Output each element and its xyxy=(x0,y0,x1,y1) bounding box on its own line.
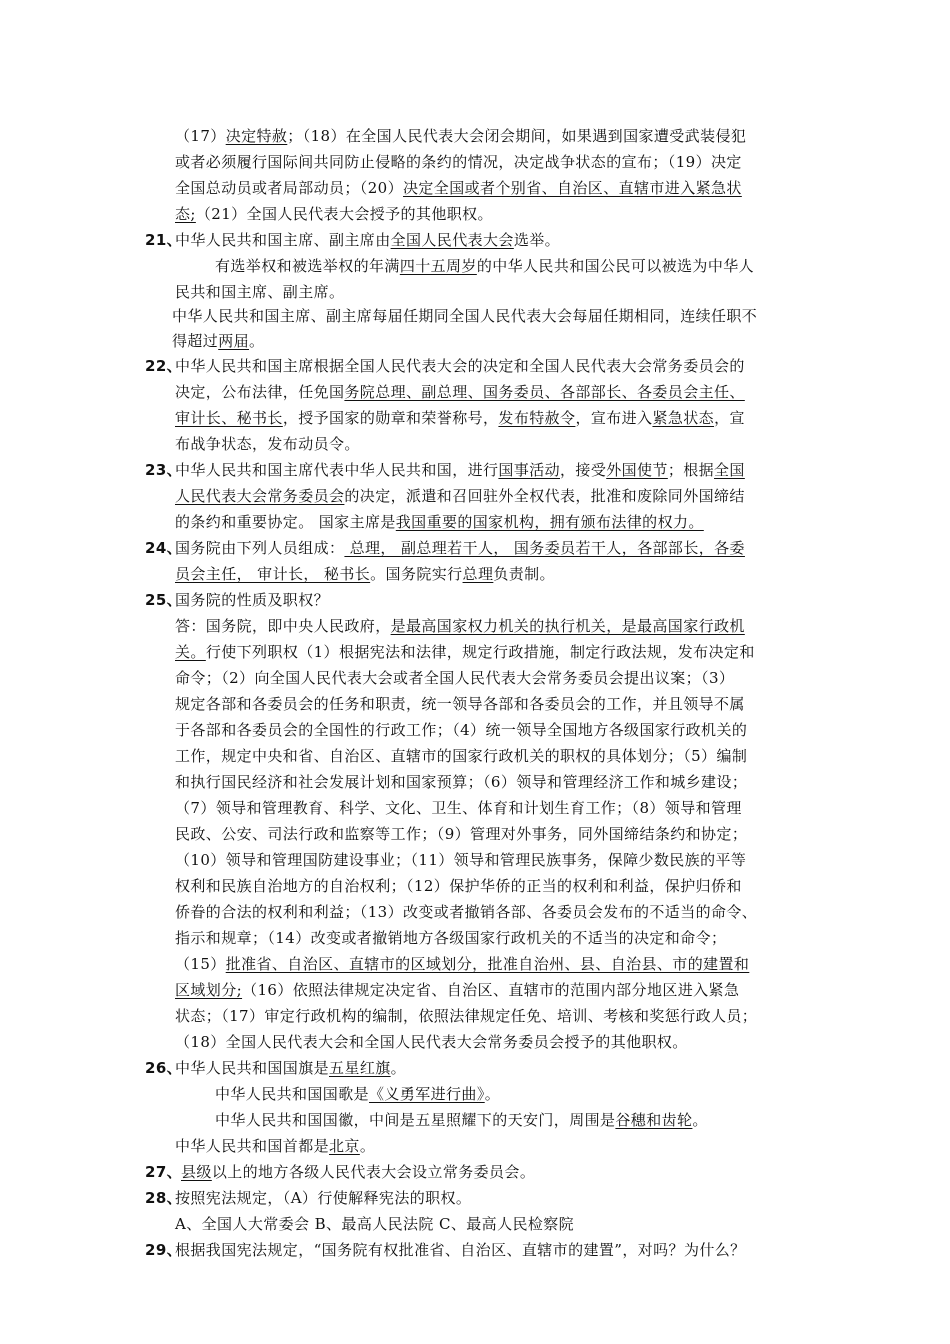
text-segment: 工作，规定中央和省、自治区、直辖市的国家行政机关的职权的具体划分；（5）编制 xyxy=(175,747,748,765)
text-segment: 权利和民族自治地方的自治权利；（12）保护华侨的正当的权利和利益，保护归侨和 xyxy=(175,877,742,895)
underlined-text: 员会主任， 审计长， 秘书长 xyxy=(175,565,371,583)
text-line xyxy=(175,204,493,224)
text-segment: 有选举权和被选举权的年满 xyxy=(215,257,400,275)
underlined-text: 是最高国家权力机关的执行机关，是最高国家行政机 xyxy=(390,617,745,635)
text-line xyxy=(175,1032,688,1052)
text-line xyxy=(175,954,749,974)
text-line xyxy=(175,902,757,922)
text-line xyxy=(175,1006,757,1026)
text-segment: 负责制。 xyxy=(493,565,555,583)
text-line xyxy=(175,928,726,948)
text-segment: （17） xyxy=(175,127,226,145)
text-segment: 布战争状态，发布动员令。 xyxy=(175,435,360,453)
text-segment: 中华人民共和国主席、副主席由 xyxy=(175,231,391,249)
text-segment: 指示和规章；（14）改变或者撤销地方各级国家行政机关的不适当的决定和命令； xyxy=(175,929,727,947)
text-segment: 规定各部和各委员会的任务和职责，统一领导各部和各委员会的工作，并且领导不属 xyxy=(175,695,745,713)
text-segment: （7）领导和管理教育、科学、文化、卫生、体育和计划生育工作；（8）领导和管理 xyxy=(175,799,742,817)
underlined-text: 务院总理、副总理、国务委员、各部部长、各委员会主任、 xyxy=(344,383,745,401)
text-line xyxy=(175,434,360,454)
underlined-text: 人民代表大会常务委员会 xyxy=(175,487,345,505)
text-segment: 中华人民共和国国歌是 xyxy=(215,1085,370,1103)
text-segment: 。 xyxy=(390,1059,407,1077)
question-number: 29、 xyxy=(145,1241,183,1259)
text-line xyxy=(175,694,745,714)
text-segment: ，宣 xyxy=(714,409,745,427)
text-line xyxy=(175,152,742,172)
underlined-text: 两届 xyxy=(218,332,250,350)
question-number: 28、 xyxy=(145,1189,183,1207)
text-line xyxy=(175,876,742,896)
text-segment: 。国务院实行 xyxy=(370,565,463,583)
underlined-text: 总理， 副总理若干人， 国务委员若干人，各部部长，各委 xyxy=(344,539,745,557)
text-line xyxy=(175,512,704,532)
text-segment: 中华人民共和国国旗是 xyxy=(175,1059,330,1077)
text-segment: 民政、公安、司法行政和监察等工作；（9）管理对外事务，同外国缔结条约和协定； xyxy=(175,825,748,843)
text-line xyxy=(172,306,757,326)
text-line xyxy=(175,746,747,766)
underlined-text: 全国 xyxy=(714,461,745,479)
text-line xyxy=(175,538,745,558)
text-segment: 于各部和各委员会的全国性的行政工作；（4）统一领导全国地方各级国家行政机关的 xyxy=(175,721,748,739)
text-segment: 国务院由下列人员组成： xyxy=(175,539,345,557)
text-segment: 答：国务院，即中央人民政府， xyxy=(175,617,391,635)
text-segment: 的决定，派遣和召回驻外全权代表，批准和废除同外国缔结 xyxy=(344,487,745,505)
text-segment: （10）领导和管理国防建设事业；（11）领导和管理民族事务，保障少数民族的平等 xyxy=(175,851,747,869)
text-line xyxy=(175,668,734,688)
text-segment: ；（18）在全国人民代表大会闭会期间，如果遇到国家遭受武装侵犯 xyxy=(287,127,747,145)
text-segment: 。 xyxy=(359,1137,376,1155)
text-segment: 民共和国主席、副主席。 xyxy=(175,283,345,301)
text-segment: 选举。 xyxy=(513,231,561,249)
text-segment: 的条约和重要协定。 国家主席是 xyxy=(175,513,396,531)
text-line xyxy=(175,1240,746,1260)
underlined-text: 外国使节 xyxy=(606,461,668,479)
text-segment: （21）全国人民代表大会授予的其他职权。 xyxy=(195,205,493,223)
underlined-text: 态; xyxy=(175,205,196,223)
text-line xyxy=(175,408,745,428)
question-number: 24、 xyxy=(145,539,183,557)
underlined-text: 关。 xyxy=(175,643,206,661)
text-line xyxy=(215,1110,708,1130)
underlined-text: 五星红旗 xyxy=(329,1059,391,1077)
question-number: 27、 xyxy=(145,1163,183,1181)
text-line xyxy=(175,824,747,844)
text-line xyxy=(175,772,747,792)
question-number: 21、 xyxy=(145,231,183,249)
text-segment: 中华人民共和国主席根据全国人民代表大会的决定和全国人民代表大会常务委员会的 xyxy=(175,357,745,375)
text-segment: 。 xyxy=(249,332,265,350)
text-segment: 侨眷的合法的权利和利益；（13）改变或者撤销各部、各委员会发布的不适当的命令、 xyxy=(175,903,758,921)
underlined-text: 决定特赦 xyxy=(225,127,288,145)
text-segment: ，宣布进入 xyxy=(575,409,653,427)
text-segment: 以上的地方各级人民代表大会设立常务委员会。 xyxy=(211,1163,536,1181)
text-segment: 中华人民共和国首都是 xyxy=(175,1137,330,1155)
text-segment: 决定，公布法律，任免国 xyxy=(175,383,345,401)
text-line xyxy=(175,642,755,662)
text-segment: （16）依照法律规定决定省、自治区、直辖市的范围内部分地区进入紧急 xyxy=(242,981,740,999)
text-segment: 行使下列职权（1）根据宪法和法律，规定行政措施，制定行政法规，发布决定和 xyxy=(205,643,755,661)
underlined-text: 审计长、秘书长 xyxy=(175,409,283,427)
text-segment: 全国总动员或者局部动员；（20） xyxy=(175,179,403,197)
text-segment: 得超过 xyxy=(172,332,219,350)
text-line xyxy=(175,486,745,506)
text-segment: 国务院的性质及职权？ xyxy=(175,591,330,609)
text-line xyxy=(175,356,745,376)
text-segment: 中华人民共和国主席、副主席每届任期同全国人民代表大会每届任期相同，连续任职不 xyxy=(172,307,758,325)
text-line xyxy=(175,616,745,636)
text-line xyxy=(175,798,742,818)
underlined-text: 决定全国或者个别省、自治区、直辖市进入紧急状 xyxy=(403,179,742,197)
underlined-text: 批准省、自治区、直辖市的区域划分，批准自治州、县、自治县、市的建置和 xyxy=(225,955,750,973)
question-number: 23、 xyxy=(145,461,183,479)
text-line xyxy=(175,564,555,584)
question-number: 25、 xyxy=(145,591,183,609)
text-line xyxy=(181,1162,535,1182)
text-line xyxy=(175,1058,406,1078)
text-segment: ，授予国家的勋章和荣誉称号， xyxy=(282,409,499,427)
text-segment: 命令；（2）向全国人民代表大会或者全国人民代表大会常务委员会提出议案；（3） xyxy=(175,669,735,687)
underlined-text: 发布特赦令 xyxy=(498,409,576,427)
text-segment: 中华人民共和国主席代表中华人民共和国，进行 xyxy=(175,461,499,479)
text-segment: （15） xyxy=(175,955,226,973)
underlined-text: 我国重要的国家机构，拥有颁布法律的权力。 xyxy=(395,513,704,531)
text-segment: （18）全国人民代表大会和全国人民代表大会常务委员会授予的其他职权。 xyxy=(175,1033,688,1051)
text-segment: ；根据 xyxy=(667,461,715,479)
text-segment: 状态；（17）审定行政机构的编制，依照法律规定任免、培训、考核和奖惩行政人员； xyxy=(175,1007,758,1025)
underlined-text: 北京 xyxy=(329,1137,360,1155)
text-line xyxy=(175,382,745,402)
text-line xyxy=(175,850,746,870)
text-line xyxy=(175,460,745,480)
underlined-text: 国事活动 xyxy=(498,461,561,479)
text-segment: 根据我国宪法规定，“国务院有权批准省、自治区、直辖市的建置”，对吗？为什么？ xyxy=(175,1241,746,1259)
text-segment: 中华人民共和国国徽，中间是五星照耀下的天安门，周围是 xyxy=(215,1111,616,1129)
text-segment: 或者必须履行国际间共同防止侵略的条约的情况，决定战争状态的宣布；（19）决定 xyxy=(175,153,742,171)
underlined-text: 谷穗和齿轮 xyxy=(615,1111,693,1129)
text-segment: 。 xyxy=(692,1111,708,1129)
text-line xyxy=(175,1136,375,1156)
text-segment: A、全国人大常委会 B、最高人民法院 C、最高人民检察院 xyxy=(175,1215,575,1233)
underlined-text: 县级 xyxy=(181,1163,212,1181)
text-line xyxy=(175,178,742,198)
underlined-text: 全国人民代表大会 xyxy=(390,231,514,249)
underlined-text: 总理 xyxy=(462,565,494,583)
text-line xyxy=(175,980,739,1000)
text-line xyxy=(175,720,747,740)
text-segment: 。 xyxy=(484,1085,501,1103)
text-line xyxy=(175,1214,574,1234)
text-segment: 的中华人民共和国公民可以被选为中华人 xyxy=(476,257,755,275)
text-line xyxy=(175,282,344,302)
text-segment: 和执行国民经济和社会发展计划和国家预算；（6）领导和管理经济工作和城乡建设； xyxy=(175,773,748,791)
text-line xyxy=(215,1084,500,1104)
question-number: 26、 xyxy=(145,1059,183,1077)
text-segment: ，接受 xyxy=(560,461,607,479)
underlined-text: 《义勇军进行曲》 xyxy=(369,1085,485,1103)
text-line xyxy=(175,1188,471,1208)
text-line xyxy=(175,126,746,146)
text-line xyxy=(175,230,560,250)
text-line xyxy=(172,331,264,351)
underlined-text: 四十五周岁 xyxy=(399,257,477,275)
underlined-text: 区域划分; xyxy=(175,981,243,999)
text-line xyxy=(215,256,754,276)
question-number: 22、 xyxy=(145,357,183,375)
underlined-text: 紧急状态 xyxy=(652,409,715,427)
text-line xyxy=(175,590,329,610)
text-segment: 按照宪法规定，（A）行使解释宪法的职权。 xyxy=(175,1189,472,1207)
